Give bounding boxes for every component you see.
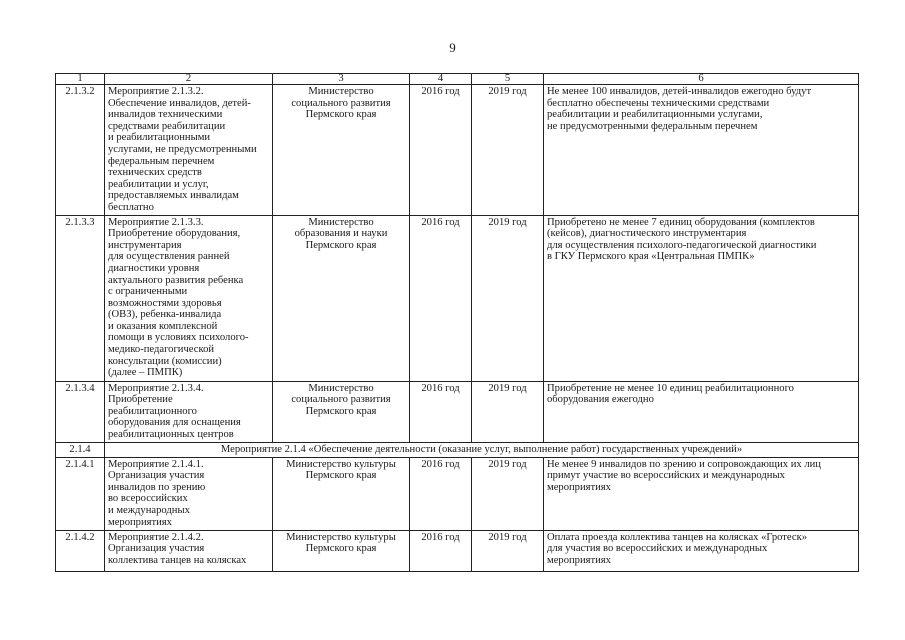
table-header-row bbox=[56, 74, 859, 85]
row-start-year: 2016 год bbox=[410, 457, 472, 530]
column-header: 2 bbox=[105, 74, 273, 85]
row-end-year: 2019 год bbox=[472, 215, 544, 381]
row-end-year: 2019 год bbox=[472, 530, 544, 571]
row-result: Не менее 100 инвалидов, детей-инвалидов ежегодно будут бесплатно обеспечены техническими средствами реабилитации и реабилитационными услугами, не предусмотренными федеральным перечнем bbox=[544, 85, 859, 216]
row-result: Приобретение не менее 10 единиц реабилитационного оборудования ежегодно bbox=[544, 381, 859, 442]
row-end-year: 2019 год bbox=[472, 381, 544, 442]
table-row bbox=[56, 457, 859, 530]
row-activity: Мероприятие 2.1.3.2. Обеспечение инвалидов, детей- инвалидов техническими средствами реабилитации и реабилитационными услугами, не предусмотренными федеральным перечнем технических средств реабилитации и услуг, предоставляемых инвалидам бесплатно bbox=[105, 85, 273, 216]
row-result: Оплата проезда коллектива танцев на колясках «Гротеск» для участия во всероссийских и международных мероприятиях bbox=[544, 530, 859, 571]
row-activity: Мероприятие 2.1.3.4. Приобретение реабилитационного оборудования для оснащения реабилитационных центров bbox=[105, 381, 273, 442]
row-activity: Мероприятие 2.1.3.3. Приобретение оборудования, инструментария для осуществления ранней диагностики уровня актуального развития ребенка с ограниченными возможностями здоровья (ОВЗ), ребенка-инвалида и оказания комплексной помощи в условиях психолого- медико-педагогической консультации (комиссии) (далее – ПМПК) bbox=[105, 215, 273, 381]
row-activity: Мероприятие 2.1.4.1. Организация участия инвалидов по зрению во всероссийских и международных мероприятиях bbox=[105, 457, 273, 530]
row-executor: Министерство культуры Пермского края bbox=[273, 457, 410, 530]
row-result: Не менее 9 инвалидов по зрению и сопровождающих их лиц примут участие во всероссийских и международных мероприятиях bbox=[544, 457, 859, 530]
row-activity: Мероприятие 2.1.4.2. Организация участия коллектива танцев на колясках bbox=[105, 530, 273, 571]
section-title: Мероприятие 2.1.4 «Обеспечение деятельности (оказание услуг, выполнение работ) государственных учреждений» bbox=[105, 442, 859, 457]
page-number: 9 bbox=[449, 40, 456, 55]
section-code: 2.1.4 bbox=[56, 442, 105, 457]
row-result: Приобретено не менее 7 единиц оборудования (комплектов (кейсов), диагностического инструментария для осуществления психолого-педагогической диагностики в ГКУ Пермского края «Центральная ПМПК» bbox=[544, 215, 859, 381]
row-code: 2.1.4.1 bbox=[56, 457, 105, 530]
row-executor: Министерство социального развития Пермского края bbox=[273, 85, 410, 216]
row-end-year: 2019 год bbox=[472, 457, 544, 530]
column-header: 5 bbox=[472, 74, 544, 85]
row-start-year: 2016 год bbox=[410, 530, 472, 571]
column-header: 1 bbox=[56, 74, 105, 85]
table-row bbox=[56, 381, 859, 442]
row-start-year: 2016 год bbox=[410, 215, 472, 381]
row-code: 2.1.3.4 bbox=[56, 381, 105, 442]
column-header: 6 bbox=[544, 74, 859, 85]
column-header: 4 bbox=[410, 74, 472, 85]
row-executor: Министерство культуры Пермского края bbox=[273, 530, 410, 571]
table-row bbox=[56, 85, 859, 216]
row-executor: Министерство образования и науки Пермского края bbox=[273, 215, 410, 381]
row-executor: Министерство социального развития Пермского края bbox=[273, 381, 410, 442]
measures-table bbox=[55, 73, 859, 572]
row-end-year: 2019 год bbox=[472, 85, 544, 216]
table-section-row bbox=[56, 442, 859, 457]
table-row bbox=[56, 215, 859, 381]
column-header: 3 bbox=[273, 74, 410, 85]
row-code: 2.1.4.2 bbox=[56, 530, 105, 571]
row-code: 2.1.3.3 bbox=[56, 215, 105, 381]
row-start-year: 2016 год bbox=[410, 381, 472, 442]
row-start-year: 2016 год bbox=[410, 85, 472, 216]
row-code: 2.1.3.2 bbox=[56, 85, 105, 216]
table-row bbox=[56, 530, 859, 571]
